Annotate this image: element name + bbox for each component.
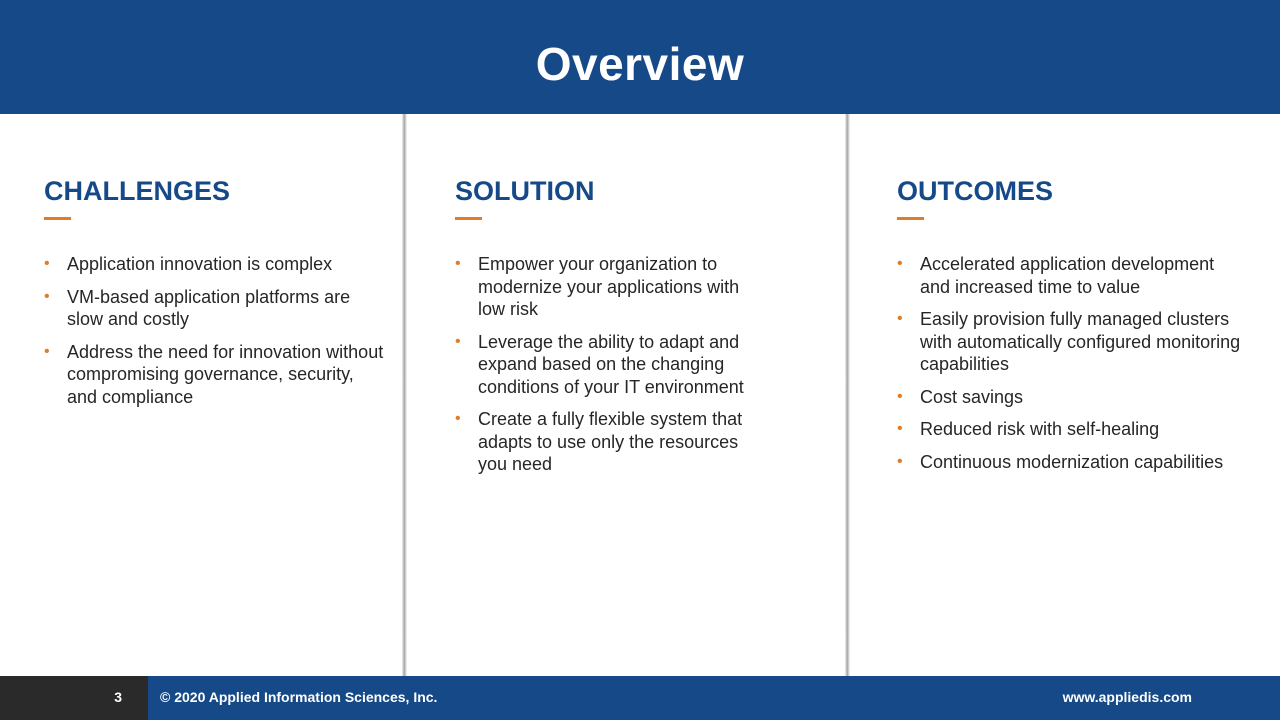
list-item: • Address the need for innovation without compromising governance, security, and compliance xyxy=(44,341,384,407)
website-link[interactable]: www.appliedis.com xyxy=(1062,689,1192,705)
list-item: • Empower your organization to modernize your applications with low risk xyxy=(455,254,740,319)
bullet-icon: • xyxy=(455,332,461,350)
bullet-icon: • xyxy=(897,420,903,437)
list-item: • Create a fully flexible system that adapts to use only the resources you need xyxy=(455,409,743,474)
header-bar xyxy=(0,0,1280,114)
column-divider-right xyxy=(845,114,850,676)
page-number: 3 xyxy=(114,689,122,705)
copyright-text: © 2020 Applied Information Sciences, Inc. xyxy=(160,689,438,705)
column-heading-challenges: CHALLENGES xyxy=(44,176,231,206)
list-item: • Cost savings xyxy=(897,386,1024,407)
column-heading-outcomes: OUTCOMES xyxy=(897,176,1054,206)
bullet-list-challenges xyxy=(44,253,384,418)
list-item: • Leverage the ability to adapt and expand based on the changing conditions of your IT environment xyxy=(455,331,744,397)
bullet-icon: • xyxy=(44,255,50,272)
list-item: • Easily provision fully managed clusters with automatically configured monitoring capabilities xyxy=(897,309,1241,374)
bullet-icon: • xyxy=(897,387,903,405)
bullet-icon: • xyxy=(44,287,50,305)
bullet-list-solution xyxy=(455,253,767,486)
slide-title: Overview xyxy=(535,38,745,90)
list-item: • Continuous modernization capabilities xyxy=(897,451,1224,472)
heading-accent-line xyxy=(44,217,71,220)
bullet-icon: • xyxy=(44,342,50,360)
bullet-icon: • xyxy=(897,310,903,327)
column-heading-solution: SOLUTION xyxy=(455,176,595,206)
list-item: • Reduced risk with self-healing xyxy=(897,419,1160,439)
bullet-icon: • xyxy=(897,255,903,272)
list-item: • VM-based application platforms are slow and costly xyxy=(44,286,351,329)
bullet-icon: • xyxy=(897,452,903,470)
page-number-box xyxy=(0,676,148,720)
bullet-list-outcomes xyxy=(897,253,1247,483)
list-item: • Accelerated application development and increased time to value xyxy=(897,254,1215,297)
bullet-icon: • xyxy=(455,255,461,272)
heading-accent-line xyxy=(455,217,482,220)
footer-bar xyxy=(0,676,1280,720)
bullet-icon: • xyxy=(455,410,461,427)
heading-accent-line xyxy=(897,217,924,220)
column-divider-left xyxy=(402,114,407,676)
list-item: • Application innovation is complex xyxy=(44,254,333,274)
